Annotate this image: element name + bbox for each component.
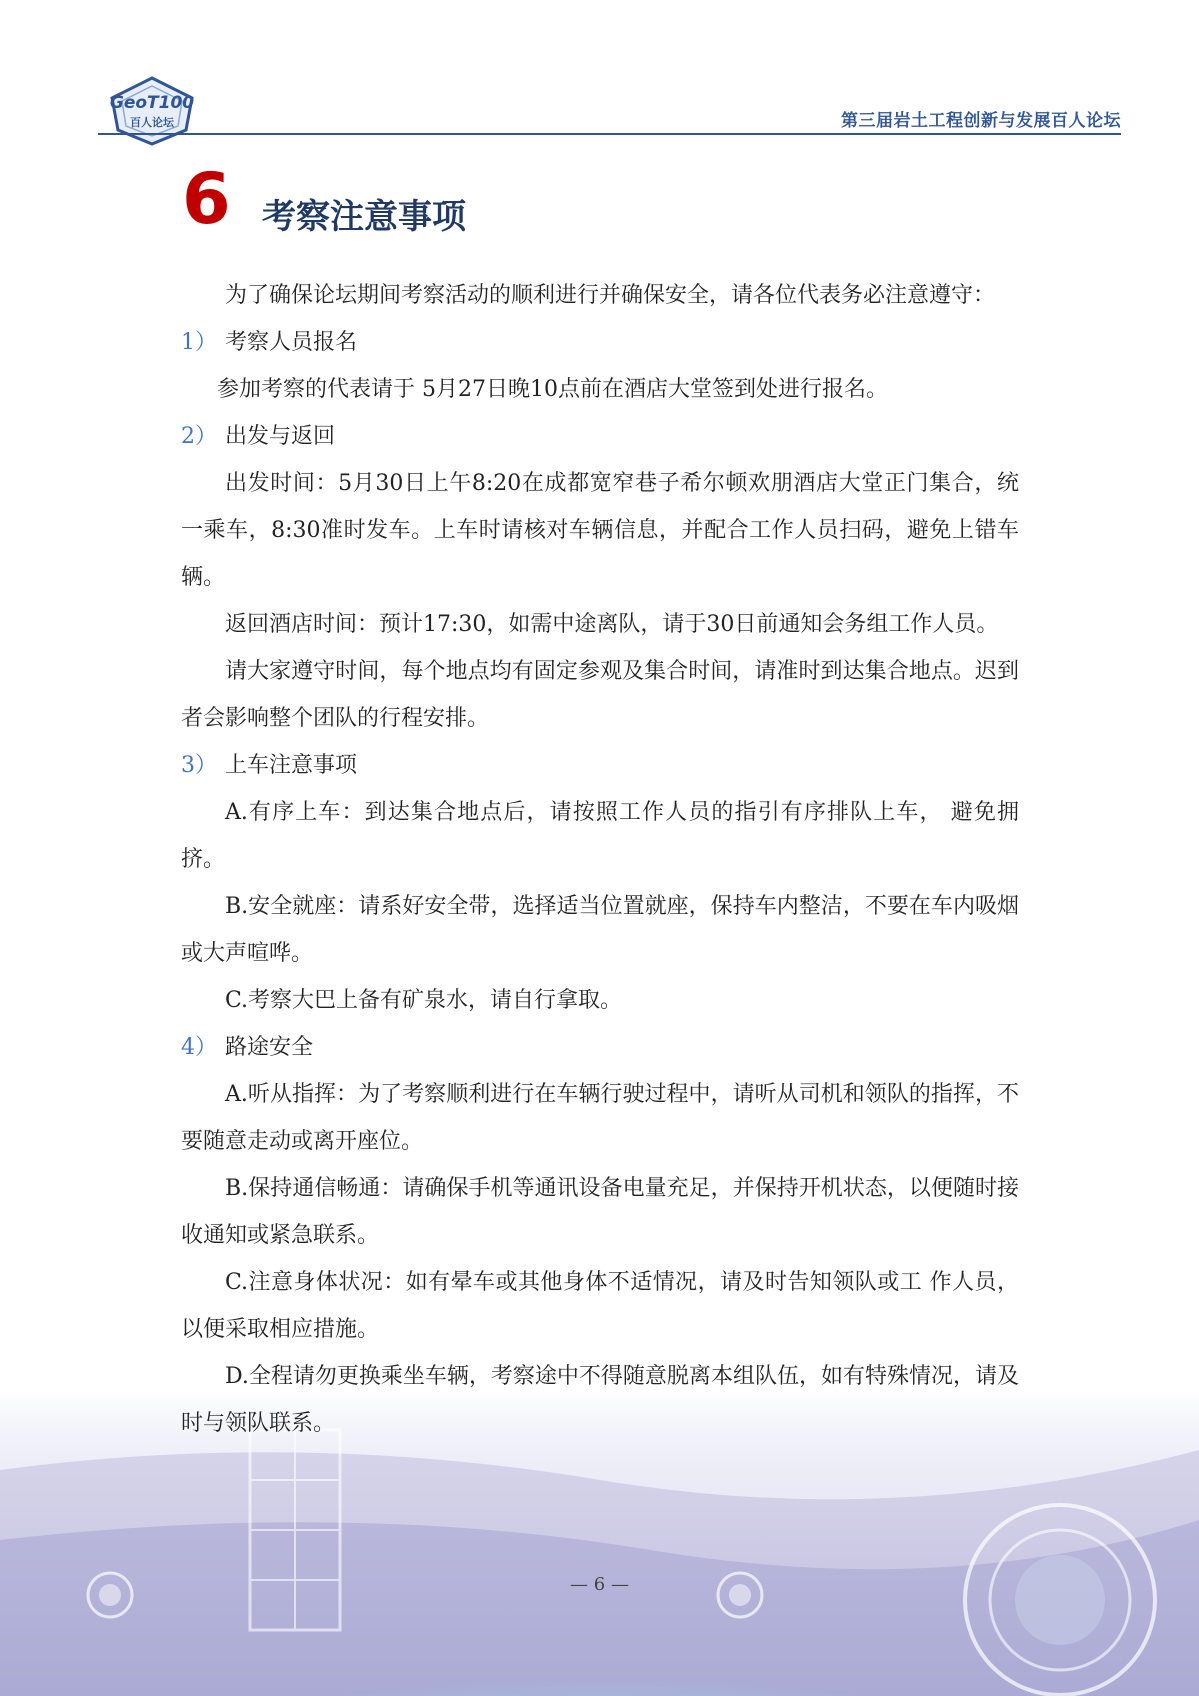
- section-paragraph: B.安全就座：请系好安全带，选择适当位置就座，保持车内整洁，不要在车内吸烟或大声喧哗。: [181, 894, 1019, 966]
- svg-text:GeoT100: GeoT100: [109, 93, 195, 113]
- section-paragraph: 出发时间：5月30日上午8:20在成都宽窄巷子希尔顿欢朋酒店大堂正门集合，统一乘车，8:30准时发车。上车时请核对车辆信息，并配合工作人员扫码，避免上错车辆。: [181, 471, 1019, 590]
- chapter-number: 6: [182, 158, 231, 240]
- section-paragraph: C.注意身体状况：如有晕车或其他身体不适情况，请及时告知领队或工 作人员，以便采取相应措施。: [181, 1270, 1019, 1342]
- section-heading: [181, 1024, 1019, 1071]
- section-paragraph: 返回酒店时间：预计17:30，如需中途离队，请于30日前通知会务组工作人员。: [225, 612, 999, 637]
- section-title: 上车注意事项: [225, 753, 358, 778]
- section-paragraph: B.保持通信畅通：请确保手机等通讯设备电量充足，并保持开机状态，以便随时接收通知或紧急联系。: [181, 1176, 1019, 1248]
- section-number: 2）: [181, 424, 217, 449]
- section-heading: [181, 742, 1019, 789]
- section-heading: [181, 413, 1019, 460]
- section-number: 1）: [181, 330, 217, 355]
- section-number: 4）: [181, 1035, 217, 1060]
- section-title: 出发与返回: [225, 424, 336, 449]
- section-paragraph: A.听从指挥：为了考察顺利进行在车辆行驶过程中，请听从司机和领队的指挥，不要随意走动或离开座位。: [181, 1082, 1019, 1154]
- forum-name: 第三届岩土工程创新与发展百人论坛: [841, 111, 1121, 131]
- page-number: — 6 —: [570, 1574, 629, 1595]
- svg-text:百人论坛: 百人论坛: [130, 116, 174, 129]
- section-title: 考察人员报名: [225, 330, 358, 355]
- section-heading: [181, 319, 1019, 366]
- section-paragraph: 参加考察的代表请于 5月27日晚10点前在酒店大堂签到处进行报名。: [217, 377, 888, 402]
- section-number: 3）: [181, 753, 217, 778]
- section-paragraph: A.有序上车：到达集合地点后，请按照工作人员的指引有序排队上车， 避免拥挤。: [181, 800, 1019, 872]
- section-title: 路途安全: [225, 1035, 314, 1060]
- intro-paragraph: 为了确保论坛期间考察活动的顺利进行并确保安全，请各位代表务必注意遵守：: [225, 283, 996, 308]
- chapter-title: 考察注意事项: [262, 197, 466, 237]
- section-paragraph: 请大家遵守时间，每个地点均有固定参观及集合时间，请准时到达集合地点。迟到者会影响整个团队的行程安排。: [181, 659, 1019, 731]
- section-paragraph: D.全程请勿更换乘坐车辆，考察途中不得随意脱离本组队伍，如有特殊情况，请及时与领队联系。: [181, 1364, 1019, 1436]
- geot100-logo: [106, 74, 198, 146]
- document-body: [181, 272, 1019, 1447]
- section-paragraph: C.考察大巴上备有矿泉水，请自行拿取。: [225, 988, 623, 1013]
- header-divider: [98, 133, 1121, 135]
